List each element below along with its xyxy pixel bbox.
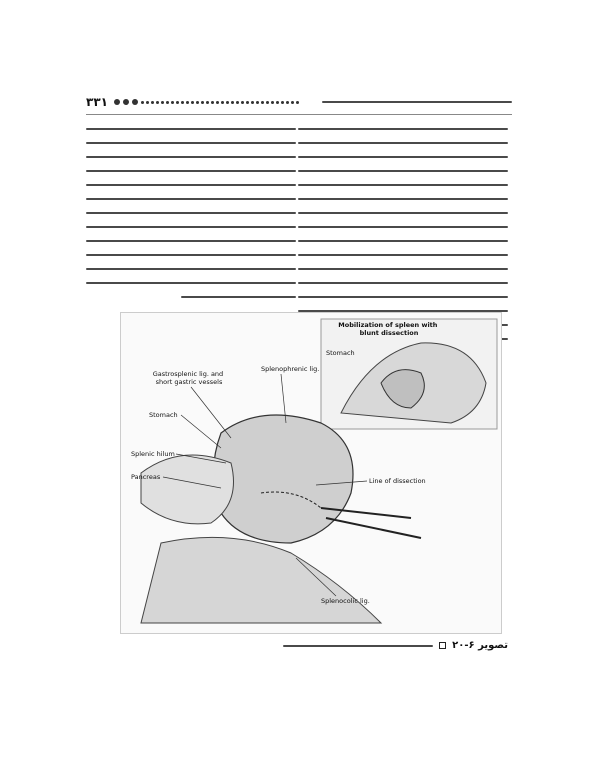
page-number: ۳۳۱ <box>86 95 108 109</box>
running-head <box>322 98 512 106</box>
page-header <box>86 94 512 110</box>
text-line-left <box>86 268 296 270</box>
figure-illustration <box>121 313 501 633</box>
text-line-left <box>86 240 296 242</box>
label-line-of-dissection: Line of dissection <box>369 477 426 485</box>
text-line-right <box>298 296 508 298</box>
header-dot-leader <box>114 99 316 105</box>
text-line-left <box>181 296 297 298</box>
label-pancreas: Pancreas <box>131 473 161 481</box>
running-head-line <box>322 101 512 103</box>
text-line-left <box>86 226 296 228</box>
text-line-right <box>298 170 508 172</box>
label-stomach-top: Stomach <box>326 349 355 357</box>
text-line-left <box>86 282 296 284</box>
text-line-left <box>86 198 296 200</box>
leader-gastrosplenic <box>191 387 231 438</box>
figure-number: تصویر ۶-۲۰ <box>452 640 508 651</box>
figure-caption <box>82 640 508 651</box>
text-line-right <box>298 268 508 270</box>
text-line-right <box>298 142 508 144</box>
caption-square-icon <box>439 642 446 649</box>
caption-text <box>283 645 433 647</box>
text-line-left <box>86 142 296 144</box>
text-line-left <box>86 254 296 256</box>
caption-line <box>283 645 433 647</box>
text-line-right <box>298 156 508 158</box>
instrument-clamp-2 <box>326 518 421 538</box>
text-line-right <box>298 212 508 214</box>
text-line-right <box>298 198 508 200</box>
label-splenic-hilum: Splenic hilum <box>131 450 175 458</box>
body-column-left <box>86 128 296 310</box>
header-rule <box>86 114 512 115</box>
leader-stomach-left <box>181 415 221 448</box>
text-line-left <box>86 184 296 186</box>
text-line-left <box>86 212 296 214</box>
label-gastrosplenic: Gastrosplenic lig. and short gastric vessels <box>152 370 224 386</box>
spleen-sketch <box>214 415 354 543</box>
text-line-left <box>86 170 296 172</box>
label-stomach-left: Stomach <box>149 411 178 419</box>
text-line-right <box>298 128 508 130</box>
text-line-left <box>86 128 296 130</box>
text-line-right <box>298 184 508 186</box>
stomach-sketch <box>141 455 234 524</box>
label-splenophrenic: Splenophrenic lig. <box>261 365 320 373</box>
text-line-right <box>298 226 508 228</box>
label-splenocolic: Splenocolic lig. <box>321 597 370 605</box>
surgical-figure <box>120 312 502 634</box>
colon-sketch <box>141 537 381 623</box>
text-line-right <box>298 240 508 242</box>
text-line-right <box>298 282 508 284</box>
text-line-left <box>86 156 296 158</box>
label-mobilization: Mobilization of spleen with blunt dissection <box>338 321 438 337</box>
text-line-right <box>298 254 508 256</box>
